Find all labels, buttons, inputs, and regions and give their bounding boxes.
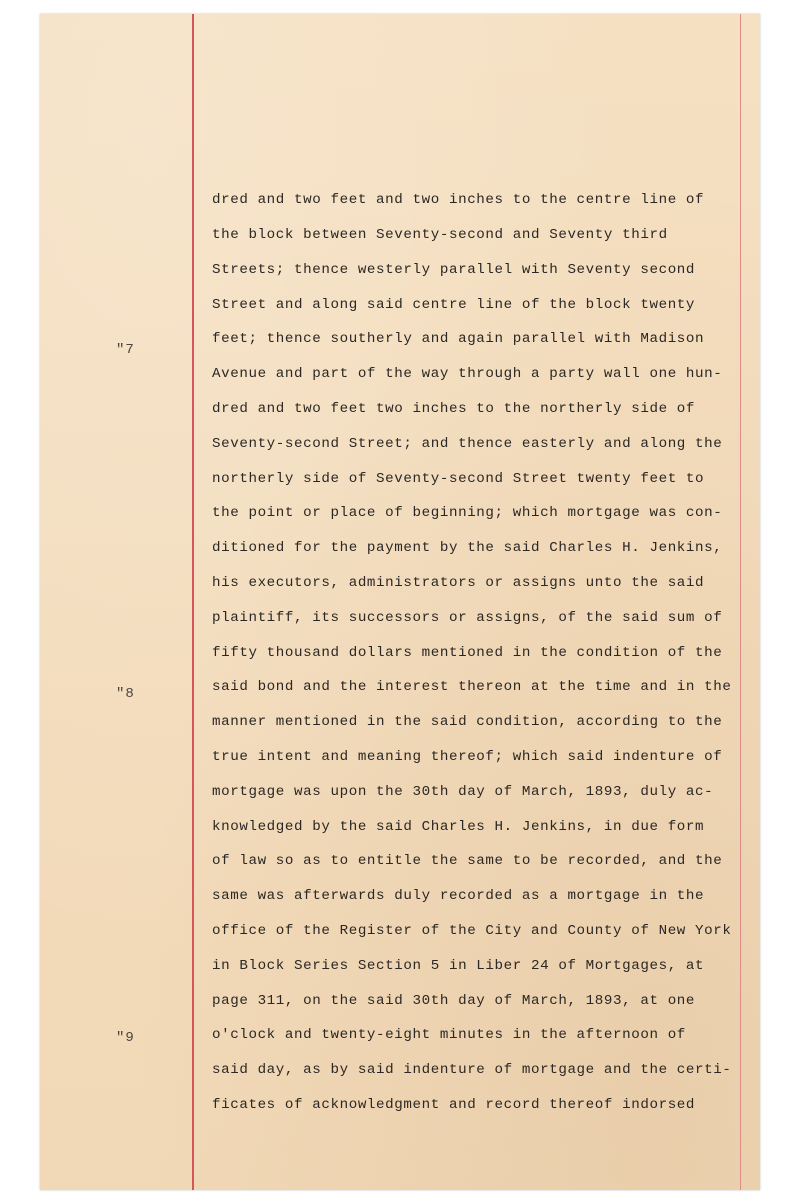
text-line: true intent and meaning thereof; which said indenture of bbox=[212, 749, 723, 765]
text-line: office of the Register of the City and County of New York bbox=[212, 923, 732, 939]
line-marker-9: "9 bbox=[116, 1030, 135, 1046]
left-margin-rule bbox=[192, 14, 194, 1190]
text-line: o'clock and twenty-eight minutes in the afternoon of bbox=[212, 1027, 686, 1043]
text-line: feet; thence southerly and again parallel with Madison bbox=[212, 331, 705, 347]
text-line: the block between Seventy-second and Seventy third bbox=[212, 227, 668, 243]
text-line: said bond and the interest thereon at the time and in the bbox=[212, 679, 732, 695]
text-line: same was afterwards duly recorded as a mortgage in the bbox=[212, 888, 705, 904]
text-line: his executors, administrators or assigns unto the said bbox=[212, 575, 705, 591]
text-line: Streets; thence westerly parallel with Seventy second bbox=[212, 262, 696, 278]
line-marker-8: "8 bbox=[116, 686, 135, 702]
text-line: northerly side of Seventy-second Street twenty feet to bbox=[212, 471, 705, 487]
text-line: the point or place of beginning; which mortgage was con- bbox=[212, 505, 723, 521]
text-line: plaintiff, its successors or assigns, of the said sum of bbox=[212, 610, 723, 626]
text-line: of law so as to entitle the same to be recorded, and the bbox=[212, 853, 723, 869]
text-line: said day, as by said indenture of mortgage and the certi- bbox=[212, 1062, 732, 1078]
text-line: Avenue and part of the way through a party wall one hun- bbox=[212, 366, 723, 382]
text-line: ficates of acknowledgment and record thereof indorsed bbox=[212, 1097, 696, 1113]
text-line: knowledged by the said Charles H. Jenkins, in due form bbox=[212, 819, 705, 835]
text-line: dred and two feet and two inches to the centre line of bbox=[212, 192, 705, 208]
right-margin-rule bbox=[740, 14, 741, 1190]
text-line: dred and two feet two inches to the northerly side of bbox=[212, 401, 696, 417]
text-line: fifty thousand dollars mentioned in the condition of the bbox=[212, 645, 723, 661]
text-line: Street and along said centre line of the block twenty bbox=[212, 297, 696, 313]
text-line: in Block Series Section 5 in Liber 24 of Mortgages, at bbox=[212, 958, 705, 974]
text-line: manner mentioned in the said condition, according to the bbox=[212, 714, 723, 730]
text-line: page 311, on the said 30th day of March, 1893, at one bbox=[212, 993, 696, 1009]
text-line: mortgage was upon the 30th day of March, 1893, duly ac- bbox=[212, 784, 714, 800]
text-line: ditioned for the payment by the said Charles H. Jenkins, bbox=[212, 540, 723, 556]
text-line: Seventy-second Street; and thence easterly and along the bbox=[212, 436, 723, 452]
line-marker-7: "7 bbox=[116, 342, 135, 358]
document-page bbox=[40, 14, 760, 1190]
